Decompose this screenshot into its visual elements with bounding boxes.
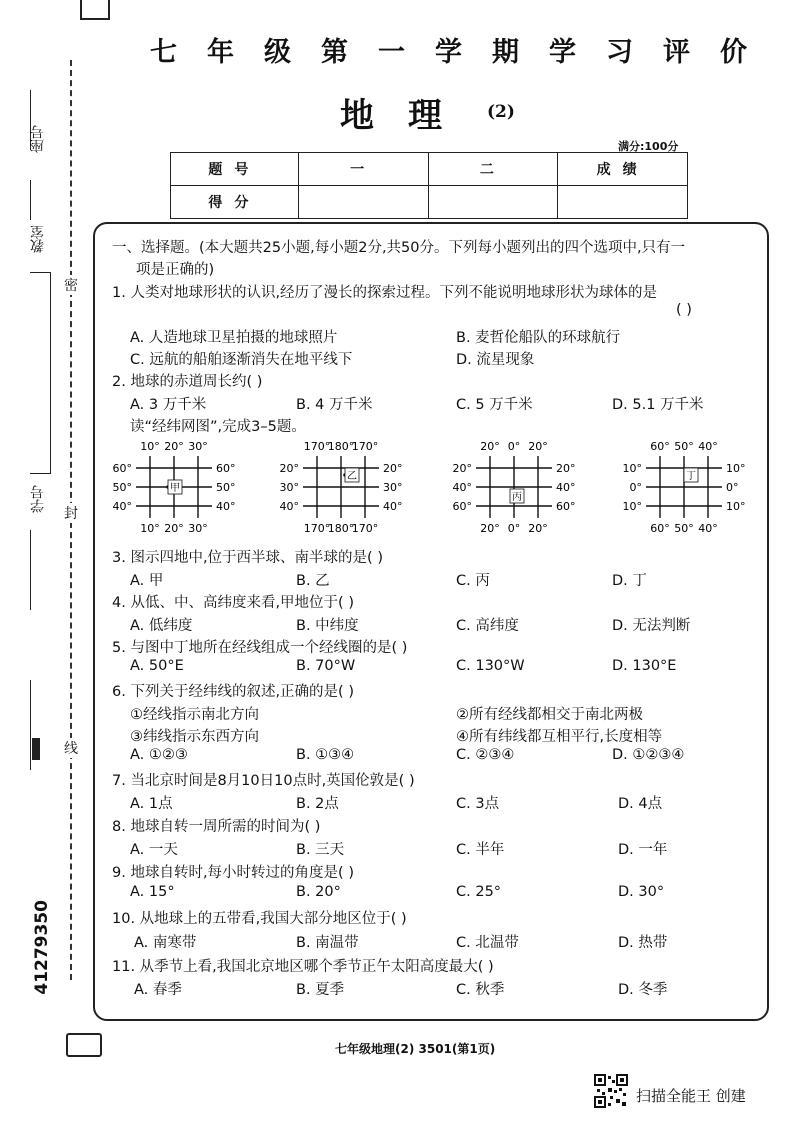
left-tick-label: 10° xyxy=(622,462,642,475)
option[interactable]: B. 中纬度 xyxy=(296,618,359,634)
option[interactable]: C. 远航的船舶逐渐消失在地平线下 xyxy=(130,352,353,368)
option[interactable]: C. 25° xyxy=(456,884,502,900)
table-cell: 二 xyxy=(428,153,558,186)
left-tick-label: 10° xyxy=(622,500,642,513)
left-tick-label: 60° xyxy=(452,500,472,513)
option[interactable]: B. 70°W xyxy=(296,658,356,674)
volume-number: (2) xyxy=(487,102,515,122)
bottom-tick-label: 20° xyxy=(480,522,500,535)
option[interactable]: C. 丙 xyxy=(456,573,490,589)
lat-lon-grid-2 xyxy=(275,436,425,536)
option[interactable]: D. 130°E xyxy=(612,658,677,674)
exam-title: 七年级第一学期学习评价 xyxy=(150,37,777,68)
score-input-cell[interactable] xyxy=(428,186,558,219)
right-tick-label: 0° xyxy=(726,481,739,494)
left-tick-label: 40° xyxy=(279,500,299,513)
answer-paren[interactable]: ( ) xyxy=(676,302,692,318)
table-cell: 一 xyxy=(298,153,428,186)
left-tick-label: 0° xyxy=(629,481,642,494)
question-stem: 2. 地球的赤道周长约( ) xyxy=(112,374,263,390)
option[interactable]: D. 5.1 万千米 xyxy=(612,397,704,413)
option[interactable]: A. 春季 xyxy=(134,982,182,998)
question-stem: 9. 地球自转时,每小时转过的角度是( ) xyxy=(112,865,354,881)
student-no-underline xyxy=(30,530,31,610)
option[interactable]: B. 4 万千米 xyxy=(296,397,373,413)
top-tick-label: 30° xyxy=(188,440,208,453)
option[interactable]: C. 高纬度 xyxy=(456,618,519,634)
bottom-tick-label: 0° xyxy=(507,522,521,535)
question-stem: 11. 从季节上看,我国北京地区哪个季节正午太阳高度最大( ) xyxy=(112,959,494,975)
place-label: 乙 xyxy=(347,471,357,482)
table-cell: 成绩 xyxy=(558,153,688,186)
top-tick-label: 20° xyxy=(528,440,548,453)
score-input-cell[interactable] xyxy=(298,186,428,219)
place-label: 甲 xyxy=(170,483,180,494)
watermark-text: 扫描全能王 创建 xyxy=(636,1087,746,1105)
seat-label: 座号 xyxy=(30,125,46,153)
full-mark: 满分:100分 xyxy=(618,140,679,153)
top-tick-label: 0° xyxy=(507,440,521,453)
question-stem: 4. 从低、中、高纬度来看,甲地位于( ) xyxy=(112,595,354,611)
option[interactable]: B. 三天 xyxy=(296,842,345,858)
grid-svg xyxy=(108,436,258,536)
question-stem: 3. 图示四地中,位于西半球、南半球的是( ) xyxy=(112,550,383,566)
seal-feng: 封 xyxy=(64,503,78,523)
section-heading: 一、选择题。(本大题共25小题,每小题2分,共50分。下列每小题列出的四个选项中,只有一 xyxy=(112,240,686,256)
bottom-tick-label: 30° xyxy=(188,522,208,535)
qr-code-icon xyxy=(594,1074,628,1108)
option[interactable]: A. 人造地球卫星拍摄的地球照片 xyxy=(130,330,338,346)
left-tick-label: 20° xyxy=(279,462,299,475)
top-tick-label: 170° xyxy=(351,440,379,453)
option[interactable]: C. 130°W xyxy=(456,658,525,674)
grid-svg xyxy=(618,436,768,536)
score-input-cell[interactable] xyxy=(558,186,688,219)
room-underline xyxy=(30,180,31,220)
option[interactable]: C. 北温带 xyxy=(456,935,519,951)
right-tick-label: 10° xyxy=(726,462,746,475)
left-tick-label: 50° xyxy=(112,481,132,494)
left-tick-label: 40° xyxy=(452,481,472,494)
bottom-tick-label: 60° xyxy=(650,522,670,535)
seal-mi: 密 xyxy=(64,275,78,295)
left-tick-label: 20° xyxy=(452,462,472,475)
name-box xyxy=(30,272,51,474)
left-tick-label: 40° xyxy=(112,500,132,513)
option[interactable]: B. 乙 xyxy=(296,573,330,589)
bottom-tick-label: 10° xyxy=(140,522,160,535)
bottom-tick-label: 20° xyxy=(164,522,184,535)
right-tick-label: 20° xyxy=(556,462,576,475)
subject-title: 地理 xyxy=(340,96,476,136)
option[interactable]: A. ①②③ xyxy=(130,747,188,763)
option[interactable]: C. ②③④ xyxy=(456,747,515,763)
option[interactable]: D. 流星现象 xyxy=(456,352,535,368)
option[interactable]: B. 麦哲伦船队的环球航行 xyxy=(456,330,621,346)
top-tick-label: 180° xyxy=(327,440,355,453)
top-tick-label: 60° xyxy=(650,440,670,453)
left-tick-label: 60° xyxy=(112,462,132,475)
top-tick-label: 20° xyxy=(164,440,184,453)
option[interactable]: D. 冬季 xyxy=(618,982,668,998)
class-underline xyxy=(30,680,31,770)
right-tick-label: 40° xyxy=(383,500,403,513)
room-label: 教室 xyxy=(30,225,46,253)
question-stem: 1. 人类对地球形状的认识,经历了漫长的探索过程。下列不能说明地球形状为球体的是 xyxy=(112,285,658,301)
option[interactable]: A. 低纬度 xyxy=(130,618,193,634)
grid-svg xyxy=(448,436,598,536)
option[interactable]: B. 夏季 xyxy=(296,982,345,998)
section-heading-cont: 项是正确的) xyxy=(136,262,215,278)
grid-svg xyxy=(275,436,425,536)
table-cell: 题号 xyxy=(171,153,299,186)
right-tick-label: 40° xyxy=(216,500,236,513)
right-tick-label: 10° xyxy=(726,500,746,513)
bottom-tick-label: 50° xyxy=(674,522,694,535)
statement: ④所有纬线都互相平行,长度相等 xyxy=(456,729,663,745)
lat-lon-grid-1 xyxy=(108,436,258,536)
table-row xyxy=(171,153,688,186)
top-tick-label: 50° xyxy=(674,440,694,453)
option[interactable]: D. 丁 xyxy=(612,573,647,589)
statement: ②所有经线都相交于南北两极 xyxy=(456,707,643,723)
top-tick-label: 20° xyxy=(480,440,500,453)
question-stem: 10. 从地球上的五带看,我国大部分地区位于( ) xyxy=(112,911,407,927)
question-stem: 5. 与图中丁地所在经线组成一个经线圈的是( ) xyxy=(112,640,408,656)
barcode-number: 41279350 xyxy=(32,900,52,995)
student-no-label: 学号 xyxy=(30,485,46,513)
corner-mark-top-left xyxy=(80,0,110,20)
right-tick-label: 50° xyxy=(216,481,236,494)
statement: ③纬线指示东西方向 xyxy=(130,729,259,745)
top-tick-label: 10° xyxy=(140,440,160,453)
right-tick-label: 60° xyxy=(556,500,576,513)
option[interactable]: C. 5 万千米 xyxy=(456,397,533,413)
option[interactable]: D. 无法判断 xyxy=(612,618,691,634)
option[interactable]: D. 热带 xyxy=(618,935,668,951)
option[interactable]: B. 2点 xyxy=(296,796,339,812)
option[interactable]: A. 一天 xyxy=(130,842,178,858)
table-cell: 得分 xyxy=(171,186,299,219)
seal-xian: 线 xyxy=(64,738,78,758)
option[interactable]: B. 20° xyxy=(296,884,341,900)
option[interactable]: A. 1点 xyxy=(130,796,173,812)
top-tick-label: 170° xyxy=(303,440,331,453)
top-tick-label: 40° xyxy=(698,440,718,453)
option[interactable]: B. 南温带 xyxy=(296,935,359,951)
bottom-tick-label: 170° xyxy=(351,522,379,535)
option[interactable]: C. 3点 xyxy=(456,796,500,812)
option[interactable]: C. 秋季 xyxy=(456,982,505,998)
black-mark xyxy=(32,738,40,760)
option[interactable]: A. 50°E xyxy=(130,658,184,674)
score-table xyxy=(170,152,688,219)
option[interactable]: D. 4点 xyxy=(618,796,663,812)
option[interactable]: C. 半年 xyxy=(456,842,505,858)
question-stem: 7. 当北京时间是8月10日10点时,英国伦敦是( ) xyxy=(112,773,415,789)
question-stem: 8. 地球自转一周所需的时间为( ) xyxy=(112,819,321,835)
option[interactable]: A. 甲 xyxy=(130,573,164,589)
table-row xyxy=(171,186,688,219)
bottom-tick-label: 40° xyxy=(698,522,718,535)
option[interactable]: D. ①②③④ xyxy=(612,747,685,763)
lat-lon-grid-4 xyxy=(618,436,768,536)
option[interactable]: D. 30° xyxy=(618,884,665,900)
left-tick-label: 30° xyxy=(279,481,299,494)
question-stem: 6. 下列关于经纬线的叙述,正确的是( ) xyxy=(112,684,354,700)
lat-lon-grid-3 xyxy=(448,436,598,536)
option[interactable]: A. 3 万千米 xyxy=(130,397,207,413)
place-label: 丁 xyxy=(686,471,696,482)
bottom-tick-label: 170° xyxy=(303,522,331,535)
reading-instruction: 读“经纬网图”,完成3–5题。 xyxy=(130,419,306,435)
option[interactable]: A. 15° xyxy=(130,884,175,900)
corner-mark-bottom-left xyxy=(66,1033,102,1057)
right-tick-label: 30° xyxy=(383,481,403,494)
bottom-tick-label: 180° xyxy=(327,522,355,535)
page-footer: 七年级地理(2) 3501(第1页) xyxy=(335,1042,496,1056)
right-tick-label: 20° xyxy=(383,462,403,475)
option[interactable]: D. 一年 xyxy=(618,842,668,858)
right-tick-label: 40° xyxy=(556,481,576,494)
right-tick-label: 60° xyxy=(216,462,236,475)
bottom-tick-label: 20° xyxy=(528,522,548,535)
place-label: 丙 xyxy=(512,492,522,503)
option[interactable]: A. 南寒带 xyxy=(134,935,197,951)
option[interactable]: B. ①③④ xyxy=(296,747,355,763)
statement: ①经线指示南北方向 xyxy=(130,707,259,723)
